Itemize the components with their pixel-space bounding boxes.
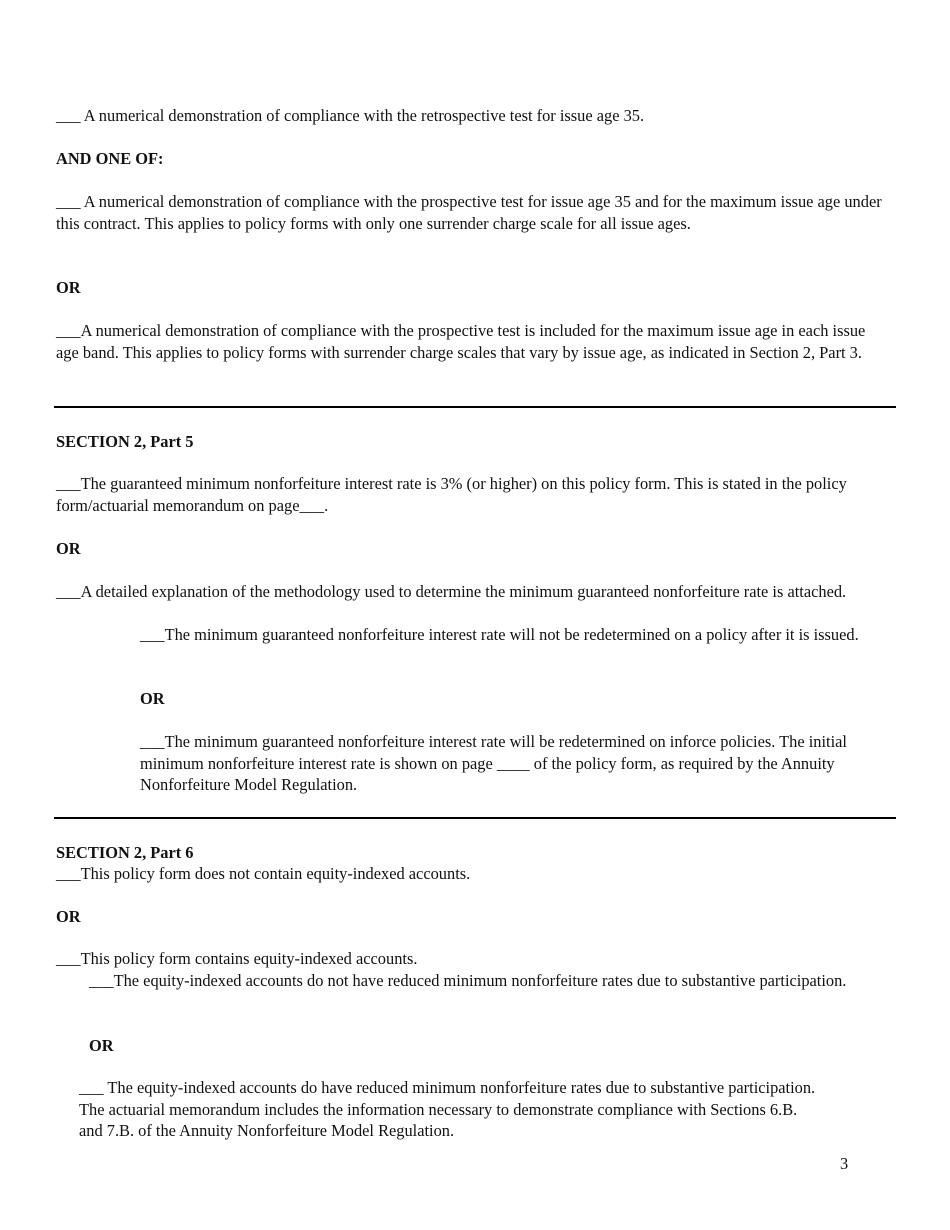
or-label: OR (89, 1036, 114, 1055)
checklist-item-no-equity: ___This policy form does not contain equity-indexed accounts. (56, 864, 471, 883)
or-label: OR (56, 539, 81, 558)
section-divider (54, 406, 896, 408)
section-heading-part-5: SECTION 2, Part 5 (56, 432, 194, 451)
page-number: 3 (840, 1154, 849, 1173)
checklist-item-prospective-band: ___A numerical demonstration of compliance with the prospective test is included for the maximum issue age in each issue age band. This applies to policy forms with surrender charge scales that vary by issue age, as indicated in Section 2, Part 3. (56, 321, 866, 362)
sub-item-reduced: ___ The equity-indexed accounts do have reduced minimum nonforfeiture rates due to substantive participation. The actuarial memorandum includes the information necessary to demonstrate compliance with Sections 6.B. and 7.B. of the Annuity Nonforfeiture Model Regulation. (79, 1078, 816, 1140)
section-divider (54, 817, 896, 819)
sub-item-not-redetermined: ___The minimum guaranteed nonforfeiture interest rate will not be redetermined on a policy after it is issued. (140, 625, 859, 644)
and-one-of-heading: AND ONE OF: (56, 149, 164, 168)
or-label: OR (140, 689, 165, 708)
checklist-item-prospective-single-scale: ___ A numerical demonstration of compliance with the prospective test for issue age 35 and for the maximum issue age under this contract. This applies to policy forms with only one surrender charge scale for all issue ages. (56, 192, 882, 233)
checklist-item-rate-3pct: ___The guaranteed minimum nonforfeiture interest rate is 3% (or higher) on this policy form. This is stated in the policy form/actuarial memorandum on page___. (56, 474, 847, 515)
checklist-item-methodology: ___A detailed explanation of the methodology used to determine the minimum guaranteed nonforfeiture rate is attached. (56, 582, 847, 601)
sub-item-not-reduced: ___The equity-indexed accounts do not have reduced minimum nonforfeiture rates due to substantive participation. (89, 971, 847, 990)
sub-item-redetermined: ___The minimum guaranteed nonforfeiture interest rate will be redetermined on inforce policies. The initial minimum nonforfeiture interest rate is shown on page ____ of the policy form, as required by the Annuity Nonforfeiture Model Regulation. (140, 732, 847, 794)
or-label: OR (56, 907, 81, 926)
checklist-item-contains-equity: ___This policy form contains equity-indexed accounts. (56, 949, 418, 968)
checklist-item-retrospective: ___ A numerical demonstration of compliance with the retrospective test for issue age 35. (56, 106, 645, 125)
or-label: OR (56, 278, 81, 297)
section-heading-part-6: SECTION 2, Part 6 (56, 843, 194, 862)
